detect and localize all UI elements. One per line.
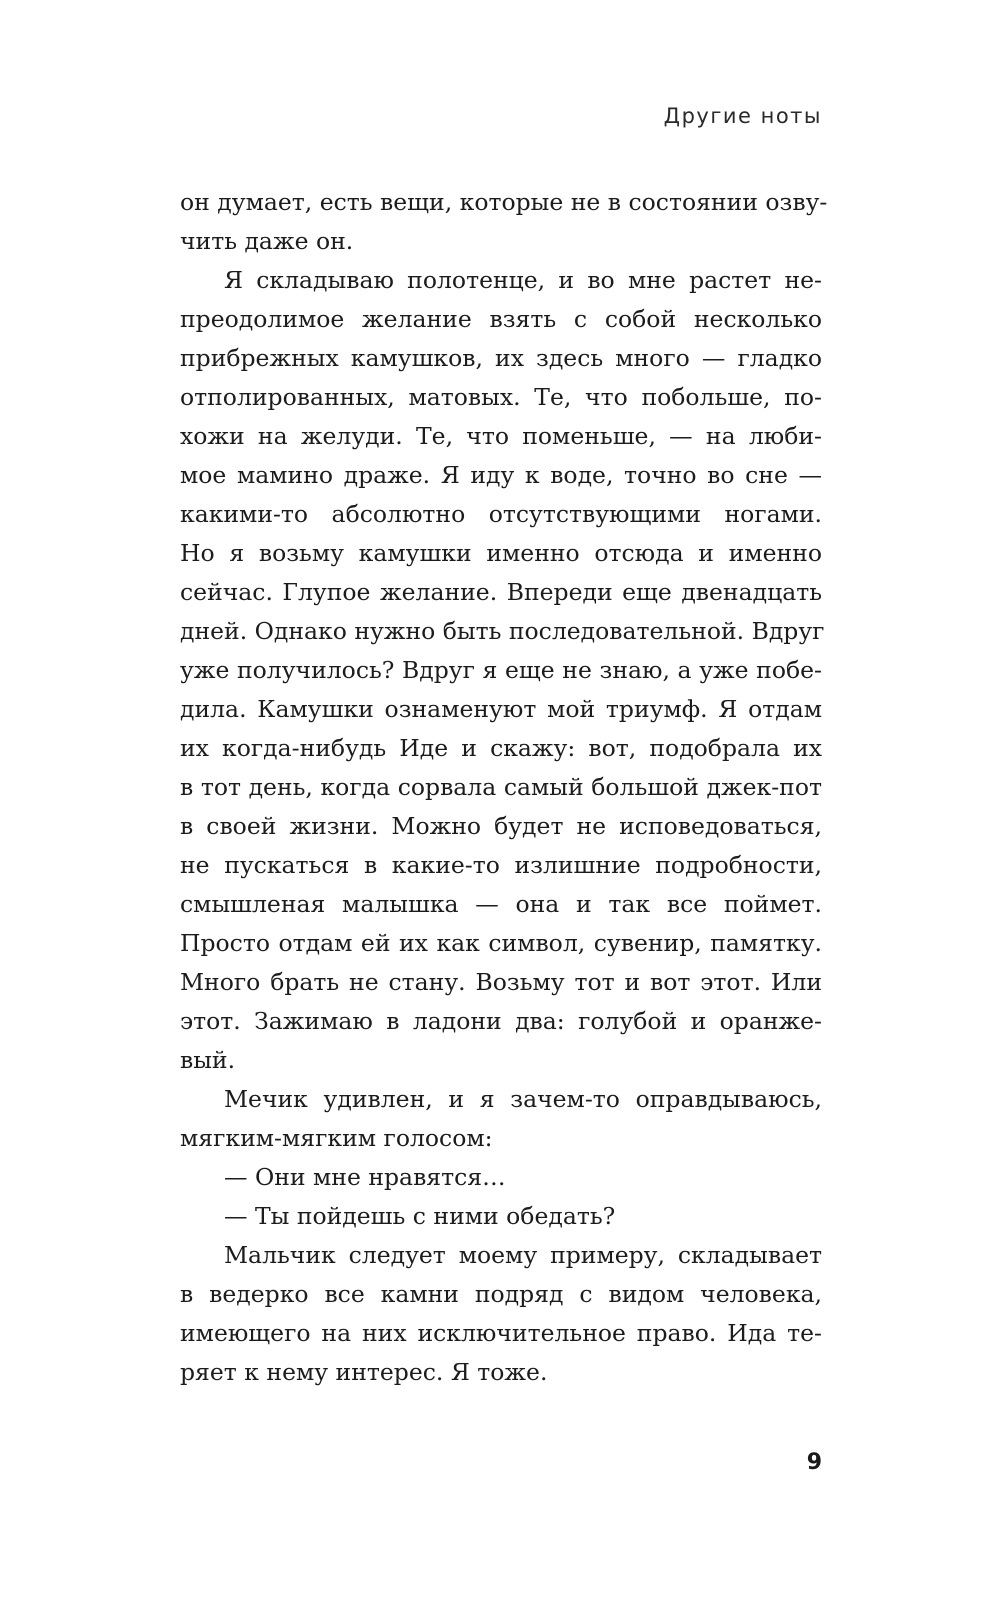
text-line: прибрежных камушков, их здесь много — гладко [180,344,822,372]
text-line: их когда-нибудь Иде и скажу: вот, подобрала их [180,734,822,762]
text-line: в ведерко все камни подряд с видом человека, [180,1280,822,1308]
text-line: ряет к нему интерес. Я тоже. [180,1358,548,1386]
text-line: имеющего на них исключительное право. Ида те- [180,1319,822,1347]
text-line: Просто отдам ей их как символ, сувенир, памятку. [180,929,822,957]
text-line: уже получилось? Вдруг я еще не знаю, а уже побе- [180,656,822,684]
text-line: чить даже он. [180,227,354,255]
text-line: Но я возьму камушки именно отсюда и именно [180,539,822,567]
text-line: этот. Зажимаю в ладони два: голубой и оранже- [180,1007,822,1035]
text-line: Я складываю полотенце, и во мне растет не- [224,266,822,294]
text-line: — Ты пойдешь с ними обедать? [224,1202,616,1230]
body-text [180,183,828,1392]
text-line: мягким-мягким голосом: [180,1124,493,1152]
text-line: отполированных, матовых. Те, что побольше, по- [180,383,822,411]
text-line: дила. Камушки ознаменуют мой триумф. Я отдам [180,695,822,723]
text-line: в своей жизни. Можно будет не исповедоваться, [180,812,822,840]
text-line: в тот день, когда сорвала самый большой джек-пот [180,773,822,801]
text-line: вый. [180,1046,236,1074]
running-title: Другие ноты [663,104,822,128]
text-line: мое мамино драже. Я иду к воде, точно во сне — [180,461,822,489]
text-line: Мечик удивлен, и я зачем-то оправдываюсь, [224,1085,822,1113]
text-line: он думает, есть вещи, которые не в состоянии озву- [180,188,828,216]
text-line: Много брать не стану. Возьму тот и вот этот. Или [180,968,822,996]
text-line: не пускаться в какие-то излишние подробности, [180,851,822,879]
text-line: смышленая малышка — она и так все поймет. [180,890,822,918]
text-line: Мальчик следует моему примеру, складывает [224,1241,822,1269]
text-line: преодолимое желание взять с собой несколько [180,305,822,333]
text-line: какими-то абсолютно отсутствующими ногами. [180,500,822,528]
text-line: хожи на желуди. Те, что поменьше, — на люби- [180,422,822,450]
page-number: 9 [806,1450,822,1475]
text-line: сейчас. Глупое желание. Впереди еще двенадцать [180,578,822,606]
text-line: — Они мне нравятся… [224,1163,506,1191]
text-line: дней. Однако нужно быть последовательной. Вдруг [180,617,825,645]
